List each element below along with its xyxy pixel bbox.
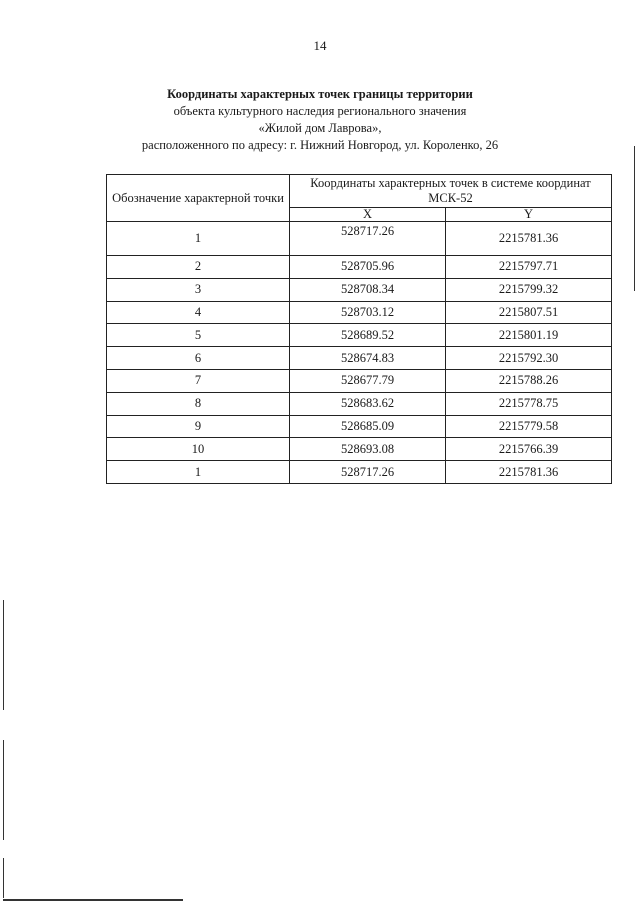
table-row [107,278,612,301]
cell-x: 528689.52 [290,324,446,347]
scan-edge-line [3,600,4,710]
table-row [107,324,612,347]
cell-x: 528703.12 [290,301,446,324]
cell-point: 3 [107,278,290,301]
cell-x: 528683.62 [290,392,446,415]
cell-point: 5 [107,324,290,347]
cell-y: 2215801.19 [446,324,612,347]
cell-x: 528708.34 [290,278,446,301]
cell-y: 2215788.26 [446,369,612,392]
cell-x: 528705.96 [290,256,446,279]
scan-edge-line [3,858,4,898]
cell-point: 4 [107,301,290,324]
cell-y: 2215766.39 [446,438,612,461]
cell-y: 2215807.51 [446,301,612,324]
table-row [107,438,612,461]
cell-x: 528717.26 [290,222,446,256]
header-y: Y [446,208,612,222]
cell-point: 8 [107,392,290,415]
cell-x: 528717.26 [290,461,446,484]
header-point-designation: Обозначение характерной точки [107,175,290,222]
table-row [107,392,612,415]
table-row [107,222,612,256]
scan-edge-line [3,899,183,901]
cell-point: 7 [107,369,290,392]
cell-point: 2 [107,256,290,279]
cell-point: 10 [107,438,290,461]
heading-line-address: расположенного по адресу: г. Нижний Новгород, ул. Короленко, 26 [141,138,499,152]
cell-y: 2215778.75 [446,392,612,415]
table-row [107,256,612,279]
table-row [107,461,612,484]
coordinates-table [106,174,612,484]
cell-point: 1 [107,461,290,484]
heading-line-object: объекта культурного наследия регионального значения [173,104,467,118]
heading-line-name: «Жилой дом Лаврова», [258,121,382,135]
table-row [107,301,612,324]
cell-y: 2215792.30 [446,347,612,370]
cell-y: 2215797.71 [446,256,612,279]
document-heading [0,86,640,154]
cell-y: 2215781.36 [446,222,612,256]
cell-y: 2215779.58 [446,415,612,438]
cell-point: 6 [107,347,290,370]
heading-title: Координаты характерных точек границы территории [167,87,473,101]
cell-point: 1 [107,222,290,256]
header-coordinate-system: Координаты характерных точек в системе координат МСК-52 [290,175,612,208]
scan-edge-line [634,146,635,291]
cell-x: 528674.83 [290,347,446,370]
scan-edge-line [3,740,4,840]
cell-x: 528677.79 [290,369,446,392]
cell-y: 2215781.36 [446,461,612,484]
cell-x: 528685.09 [290,415,446,438]
table-row [107,415,612,438]
cell-y: 2215799.32 [446,278,612,301]
cell-x: 528693.08 [290,438,446,461]
cell-point: 9 [107,415,290,438]
table-row [107,369,612,392]
page-number: 14 [313,38,327,53]
table-row [107,347,612,370]
header-x: X [290,208,446,222]
